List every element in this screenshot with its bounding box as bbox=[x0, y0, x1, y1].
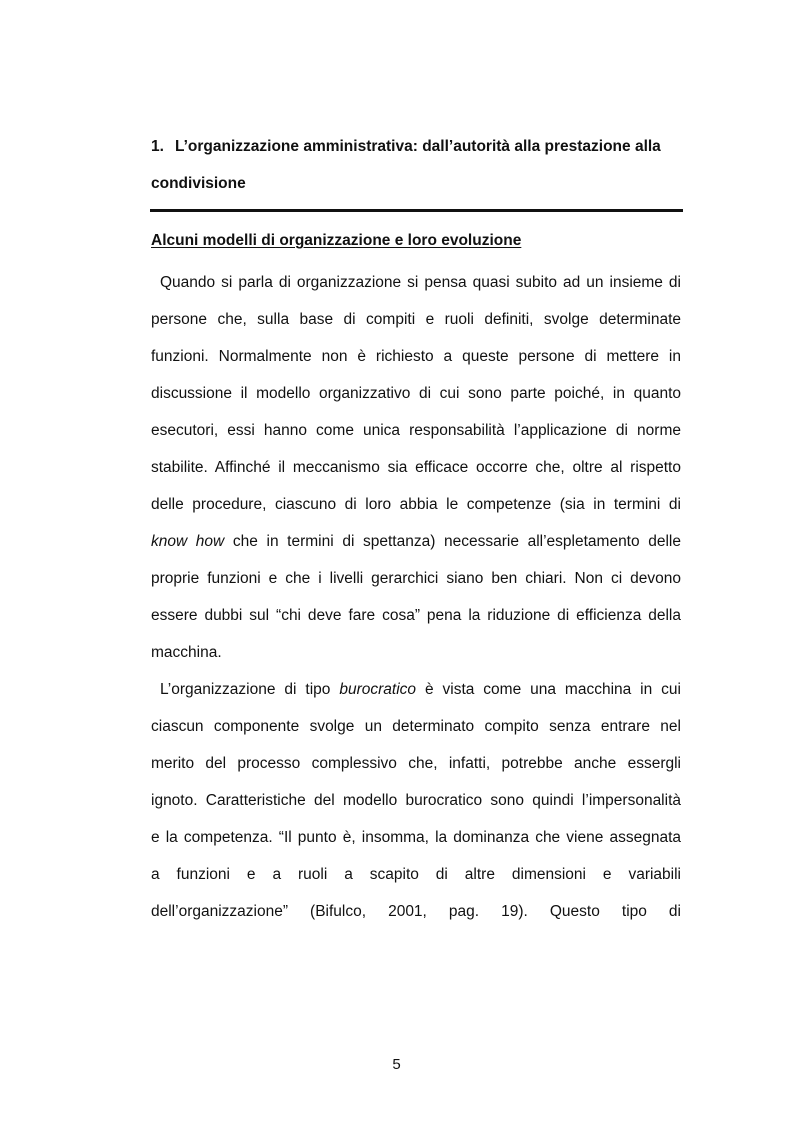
chapter-heading bbox=[151, 128, 683, 202]
paragraph-2-line-pre: L’organizzazione di tipo bbox=[160, 681, 340, 698]
paragraph-2-line bbox=[151, 671, 681, 708]
paragraph-1-line: funzioni. Normalmente non è richiesto a queste persone di mettere in bbox=[151, 348, 681, 365]
paragraph-1-line bbox=[151, 523, 681, 560]
paragraph-1-line: stabilite. Affinché il meccanismo sia efficace occorre che, oltre al rispetto bbox=[151, 459, 681, 476]
paragraph-1-line: esecutori, essi hanno come unica responsabilità l’applicazione di norme bbox=[151, 422, 681, 439]
body-text bbox=[151, 264, 681, 930]
paragraph-2-line-post: è vista come una macchina in cui bbox=[416, 681, 681, 698]
paragraph-2-line: e la competenza. “Il punto è, insomma, la dominanza che viene assegnata bbox=[151, 829, 681, 846]
paragraph-1-line: proprie funzioni e che i livelli gerarchici siano ben chiari. Non ci devono bbox=[151, 570, 681, 587]
paragraph-2-line: dell’organizzazione” (Bifulco, 2001, pag. 19). Questo tipo di bbox=[151, 903, 681, 920]
paragraph-2-line: a funzioni e a ruoli a scapito di altre dimensioni e variabili bbox=[151, 866, 681, 883]
chapter-title-part-2: condivisione bbox=[151, 175, 246, 192]
chapter-title-part-1: L’organizzazione amministrativa: dall’autorità alla prestazione alla bbox=[175, 138, 661, 155]
paragraph-1-line: delle procedure, ciascuno di loro abbia le competenze (sia in termini di bbox=[151, 496, 681, 513]
heading-divider bbox=[150, 209, 683, 212]
chapter-number: 1. bbox=[151, 138, 164, 155]
paragraph-1-line: essere dubbi sul “chi deve fare cosa” pena la riduzione di efficienza della bbox=[151, 607, 681, 624]
italic-term-know-how: know how bbox=[151, 533, 225, 550]
paragraph-1-line: macchina. bbox=[151, 644, 222, 661]
section-subheading: Alcuni modelli di organizzazione e loro evoluzione bbox=[151, 232, 522, 249]
chapter-heading-line-1 bbox=[151, 128, 683, 165]
paragraph-2-line: ignoto. Caratteristiche del modello burocratico sono quindi l’impersonalità bbox=[151, 792, 681, 809]
paragraph-1-line: persone che, sulla base di compiti e ruoli definiti, svolge determinate bbox=[151, 311, 681, 328]
page-number: 5 bbox=[392, 1056, 401, 1073]
paragraph-1-line-rest: che in termini di spettanza) necessarie all’espletamento delle bbox=[224, 533, 681, 550]
paragraph-2-line: ciascun componente svolge un determinato compito senza entrare nel bbox=[151, 718, 681, 735]
italic-term-burocratico: burocratico bbox=[339, 681, 417, 698]
paragraph-2-line: merito del processo complessivo che, infatti, potrebbe anche essergli bbox=[151, 755, 681, 772]
paragraph-1-line: discussione il modello organizzativo di cui sono parte poiché, in quanto bbox=[151, 385, 681, 402]
paragraph-1-line: Quando si parla di organizzazione si pensa quasi subito ad un insieme di bbox=[160, 274, 681, 291]
